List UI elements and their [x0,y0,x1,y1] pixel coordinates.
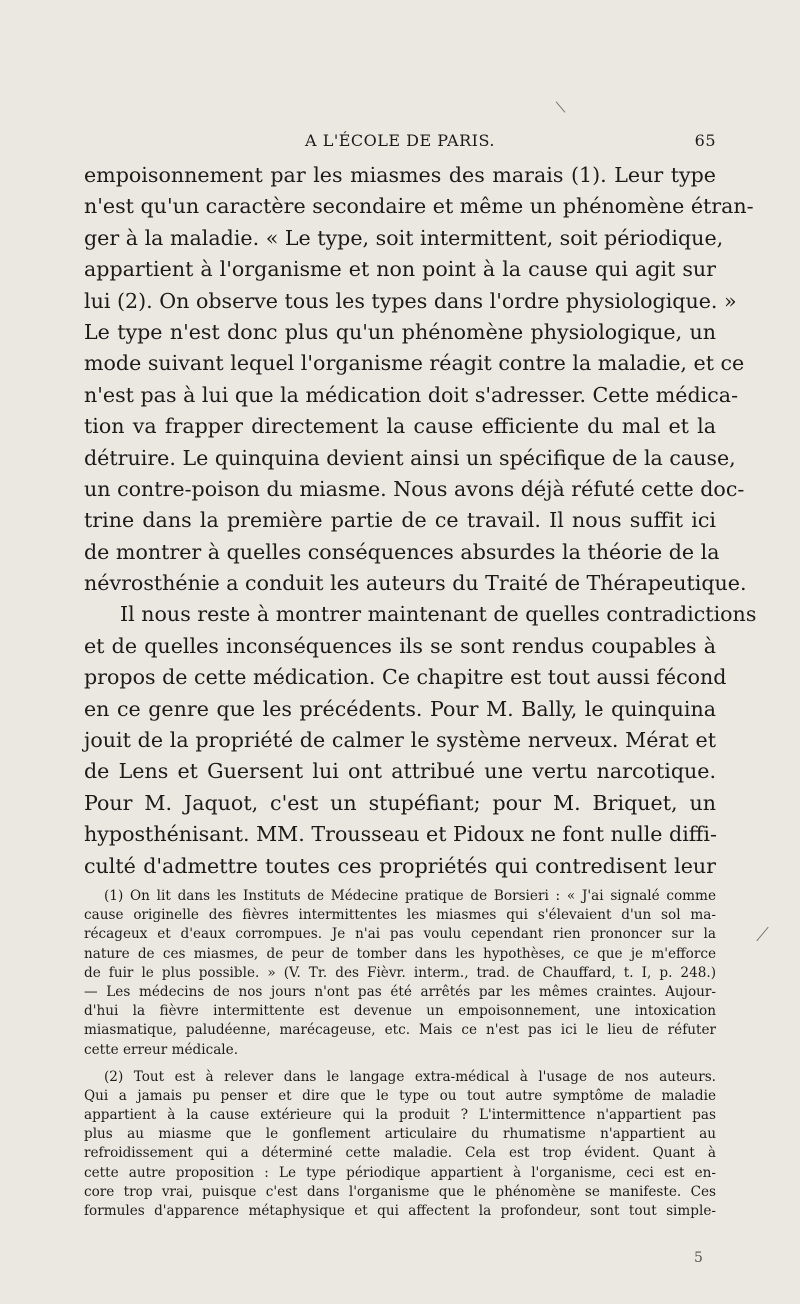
footnote-line: de fuir le plus possible. » (V. Tr. des Fièvr. interm., trad. de Chauffard, t. I, p. 248.) [84,964,716,981]
footnote-2 [84,1068,716,1222]
text-line: n'est pas à lui que la médication doit s'adresser. Cette médica- [84,382,739,407]
running-title: A L'ÉCOLE DE PARIS. [305,131,495,150]
text-line: en ce genre que les précédents. Pour M. Bally, le quinquina [84,696,716,721]
footnote-line: appartient à la cause extérieure qui la produit ? L'intermittence n'appartient pas [84,1107,716,1124]
footnote-line: (2) Tout est à relever dans le langage extra-médical à l'usage de nos auteurs. [104,1068,716,1085]
footnote-line: nature de ces miasmes, de peur de tomber dans les hypothèses, ce que je m'efforce [84,945,716,962]
footnote-line: formules d'apparence métaphysique et qui affectent la profondeur, sont tout simple- [84,1203,716,1219]
text-line: propos de cette médication. Ce chapitre est tout aussi fécond [84,665,727,690]
text-line: jouit de la propriété de calmer le système nerveux. Mérat et [84,728,716,753]
footnote-line: plus au miasme que le gonflement articulaire du rhumatisme n'appartient au [84,1126,716,1143]
footnote-line: miasmatique, paludéenne, marécageuse, etc. Mais ce n'est pas ici le lieu de réfuter [84,1022,716,1039]
text-line: empoisonnement par les miasmes des marais (1). Leur type [84,163,716,187]
text-line: Le type n'est donc plus qu'un phénomène physiologique, un [84,319,716,344]
signature-mark: 5 [694,1250,703,1266]
footnote-line: récageux et d'eaux corrompues. Je n'ai pas voulu cependant rien prononcer sur la [84,926,716,943]
footnote-line: — Les médecins de nos jours n'ont pas été arrêtés par les mêmes craintes. Aujour- [84,983,716,1000]
text-line: lui (2). On observe tous les types dans l'ordre physiologique. » [84,288,737,313]
footnote-line: cette autre proposition : Le type périodique appartient à l'organisme, ceci est en- [84,1164,716,1181]
text-line: mode suivant lequel l'organisme réagit contre la maladie, et ce [84,351,745,376]
text-line: Il nous reste à montrer maintenant de quelles contradictions [120,602,757,627]
footnote-line: cette erreur médicale. [84,1041,239,1058]
text-line: ger à la maladie. « Le type, soit intermittent, soit périodique, [84,225,724,250]
text-line: un contre-poison du miasme. Nous avons déjà réfuté cette doc- [84,476,745,501]
text-line: n'est qu'un caractère secondaire et même un phénomène étran- [84,194,754,219]
text-line: Pour M. Jaquot, c'est un stupéfiant; pour M. Briquet, un [84,790,716,815]
text-line: tion va frapper directement la cause efficiente du mal et la [84,414,716,439]
footnote-line: Qui a jamais pu penser et dire que le type ou tout autre symptôme de maladie [84,1087,716,1104]
main-text [84,160,757,882]
footnotes [84,887,716,1221]
footnote-line: refroidissement qui a déterminé cette maladie. Cela est trop évident. Quant à [84,1145,716,1162]
text-line: appartient à l'organisme et non point à la cause qui agit sur [84,257,716,282]
text-line: détruire. Le quinquina devient ainsi un spécifique de la cause, [84,445,736,470]
footnote-line: (1) On lit dans les Instituts de Médecine pratique de Borsieri : « J'ai signalé comme [104,888,716,904]
text-line: de montrer à quelles conséquences absurdes la théorie de la [84,539,720,564]
page-header [84,131,716,157]
text-line: culté d'admettre toutes ces propriétés qui contredisent leur [84,853,716,878]
footnote-gap [84,1060,716,1068]
pencil-mark [556,101,566,112]
text-line: et de quelles inconséquences ils se sont rendus coupables à [84,633,716,658]
text-line: hyposthénisant. MM. Trousseau et Pidoux ne font nulle diffi- [84,822,717,847]
footnote-line: cause originelle des fièvres intermittentes les miasmes qui s'élevaient d'un sol ma- [84,907,716,924]
pencil-mark [756,927,768,941]
footnote-line: core trop vrai, puisque c'est dans l'organisme que le phénomène se manifeste. Ces [84,1183,716,1200]
text-line: névrosthénie a conduit les auteurs du Traité de Thérapeutique. [84,571,747,596]
page-number: 65 [694,131,716,150]
text-line: de Lens et Guersent lui ont attribué une vertu narcotique. [84,759,716,784]
footnote-line: d'hui la fièvre intermittente est devenue un empoisonnement, une intoxication [84,1003,716,1020]
footnote-1 [84,887,716,1060]
text-line: trine dans la première partie de ce travail. Il nous suffit ici [84,508,716,533]
